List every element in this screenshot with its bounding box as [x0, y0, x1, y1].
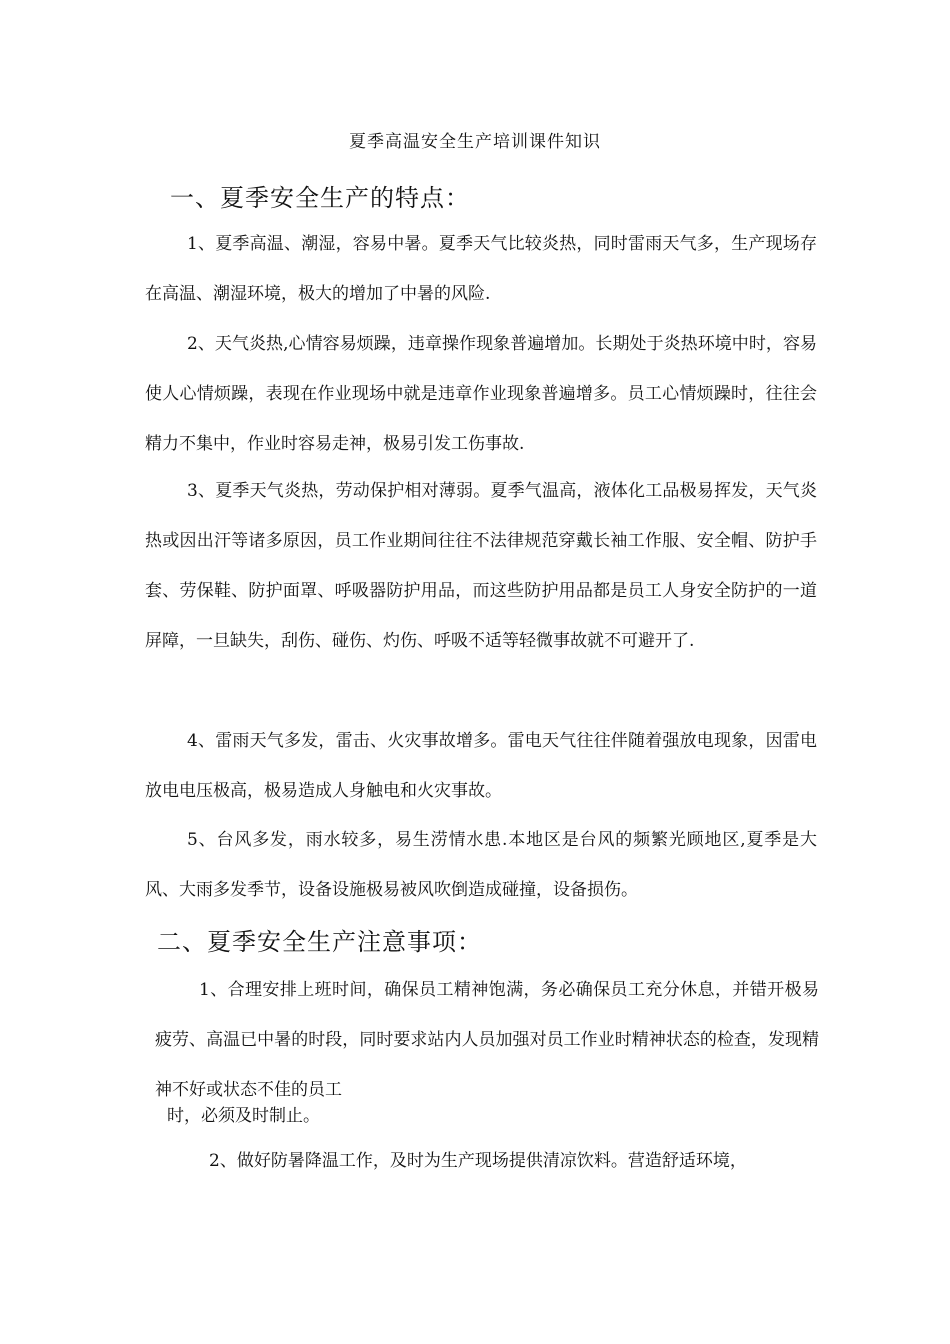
paragraph-item-1: 1、夏季高温、潮湿，容易中暑。夏季天气比较炎热，同时雷雨天气多，生产现场存在高温、潮湿环境，极大的增加了中暑的风险.	[145, 234, 817, 304]
document-title: 夏季高温安全生产培训课件知识	[349, 132, 601, 152]
section-heading-precautions: 二、夏季安全生产注意事项：	[157, 928, 482, 956]
precaution-item-2: 2、做好防暑降温工作，及时为生产现场提供清凉饮料。营造舒适环境，	[209, 1151, 747, 1171]
precaution-item-1: 1、合理安排上班时间，确保员工精神饱满，务必确保员工充分休息，并错开极易疲劳、高温已中暑的时段，同时要求站内人员加强对员工作业时精神状态的检查，发现精神不好或状态不佳的员工	[155, 980, 819, 1100]
paragraph-item-3: 3、夏季天气炎热，劳动保护相对薄弱。夏季气温高，液体化工品极易挥发，天气炎热或因出汗等诸多原因，员工作业期间往往不法律规范穿戴长袖工作服、安全帽、防护手套、劳保鞋、防护面罩、呼吸器防护用品，而这些防护用品都是员工人身安全防护的一道屏障，一旦缺失，刮伤、碰伤、灼伤、呼吸不适等轻微事故就不可避开了.	[145, 481, 817, 651]
paragraph-item-4: 4、雷雨天气多发，雷击、火灾事故增多。雷电天气往往伴随着强放电现象，因雷电放电电压极高，极易造成人身触电和火灾事故。	[145, 731, 817, 801]
paragraph-item-5: 5、台风多发，雨水较多，易生涝情水患.本地区是台风的频繁光顾地区,夏季是大风、大雨多发季节，设备设施极易被风吹倒造成碰撞，设备损伤。	[145, 830, 817, 900]
section-heading-characteristics: 一、夏季安全生产的特点：	[170, 184, 470, 212]
paragraph-item-2: 2、天气炎热,心情容易烦躁，违章操作现象普遍增加。长期处于炎热环境中时，容易使人心情烦躁，表现在作业现场中就是违章作业现象普遍增多。员工心情烦躁时，往往会精力不集中，作业时容易走神，极易引发工伤事故.	[145, 334, 817, 454]
precaution-item-1-continuation: 时，必须及时制止。	[167, 1106, 320, 1126]
